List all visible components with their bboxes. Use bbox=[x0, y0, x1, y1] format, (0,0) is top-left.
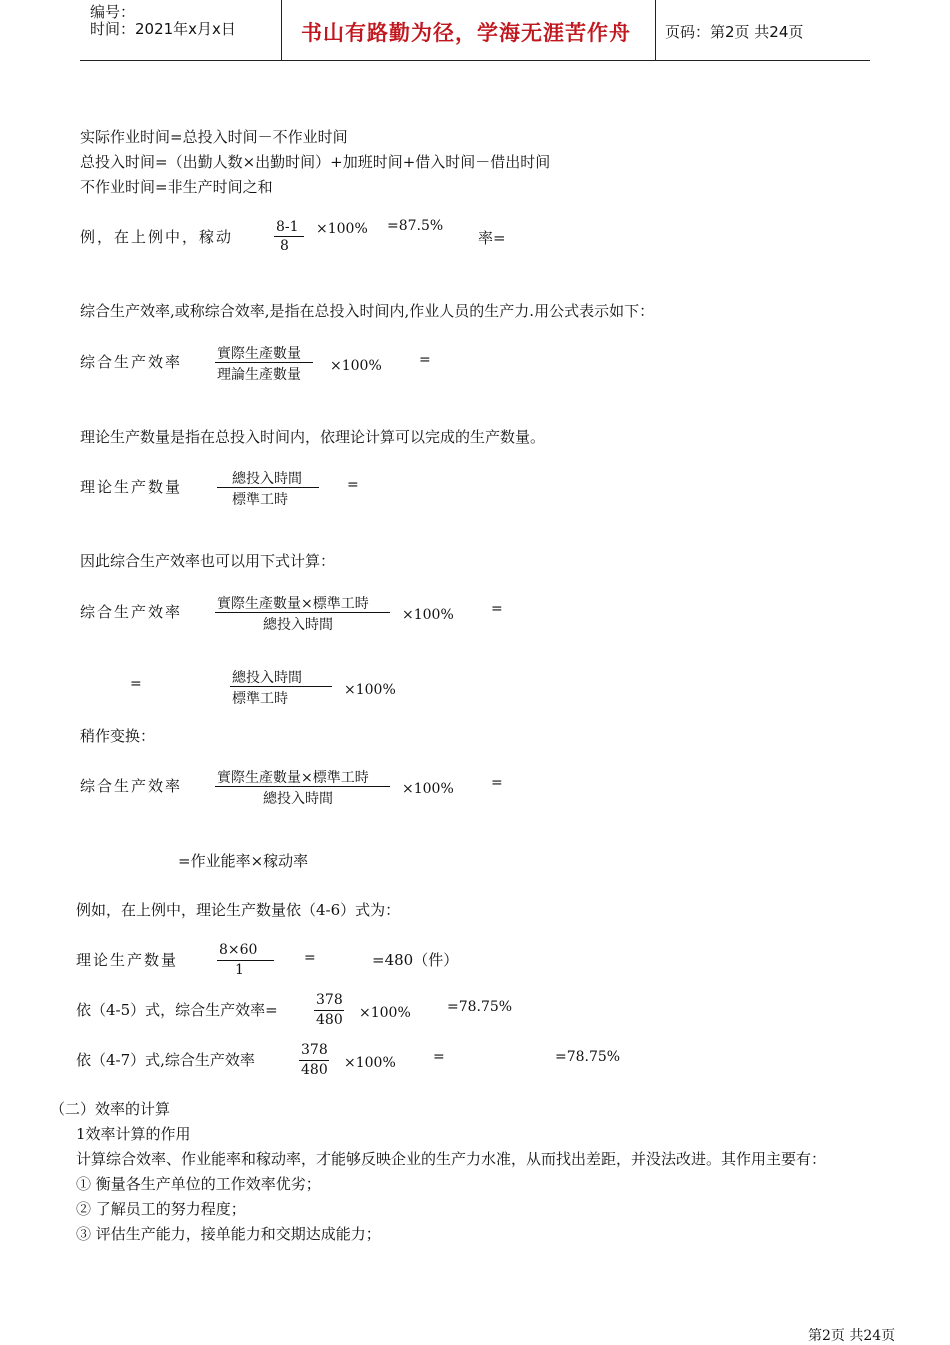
text-ex1-result: =87.5% bbox=[387, 218, 444, 234]
fraction-ex1-denominator: 8 bbox=[280, 238, 289, 254]
formula9-result: =78.75% bbox=[555, 1049, 621, 1065]
formula5-equals: = bbox=[491, 775, 503, 791]
doc-time-label: 时间：2021年x月x日 bbox=[90, 20, 236, 38]
formula5-label: 综合生产效率 bbox=[80, 777, 183, 795]
formula4-bar bbox=[230, 686, 332, 687]
doc-number-label: 编号： bbox=[90, 3, 136, 21]
list-item: ① 衡量各生产单位的工作效率优劣； bbox=[76, 1175, 321, 1193]
formula9-x100: ×100% bbox=[344, 1055, 396, 1071]
text-ex1-x100: ×100% bbox=[316, 221, 368, 237]
formula1-label: 综合生产效率 bbox=[80, 353, 183, 371]
formula9-bar bbox=[299, 1060, 329, 1061]
formula7-denominator: 1 bbox=[235, 962, 244, 978]
text-comprehensive-definition: 综合生产效率,或称综合效率,是指在总投入时间内,作业人员的生产力.用公式表示如下： bbox=[80, 302, 655, 320]
text-non-work-time: 不作业时间=非生产时间之和 bbox=[80, 178, 273, 196]
formula8-denominator: 480 bbox=[316, 1012, 343, 1028]
text-purpose-paragraph: 计算综合效率、作业能率和稼动率，才能够反映企业的生产力水准，从而找出差距，并没法改进。其作用主要有： bbox=[76, 1150, 827, 1168]
formula8-numerator: 378 bbox=[316, 992, 343, 1008]
formula5-x100: ×100% bbox=[402, 781, 454, 797]
formula3-equals: = bbox=[491, 601, 503, 617]
list-item: ② 了解员工的努力程度； bbox=[76, 1200, 246, 1218]
formula3-bar bbox=[215, 612, 390, 613]
text-therefore: 因此综合生产效率也可以用下式计算： bbox=[80, 552, 336, 570]
formula9-denominator: 480 bbox=[301, 1062, 328, 1078]
text-ex1-prefix: 例，在上例中，稼动 bbox=[80, 228, 234, 246]
formula3-denominator: 總投入時間 bbox=[263, 617, 333, 633]
formula7-equals: = bbox=[304, 950, 316, 966]
formula5-denominator: 總投入時間 bbox=[263, 791, 333, 807]
page-footer: 第2页 共24页 bbox=[808, 1328, 896, 1344]
formula1-x100: ×100% bbox=[330, 358, 382, 374]
formula8-x100: ×100% bbox=[359, 1005, 411, 1021]
formula4-equals: = bbox=[130, 676, 142, 692]
formula7-label: 理论生产数量 bbox=[76, 951, 179, 969]
formula2-numerator: 總投入時間 bbox=[232, 471, 302, 487]
text-actual-time: 实际作业时间=总投入时间－不作业时间 bbox=[80, 128, 348, 146]
list-item: ③ 评估生产能力，接单能力和交期达成能力； bbox=[76, 1225, 381, 1243]
text-ex1-rate: 率= bbox=[478, 229, 506, 247]
formula9-label: 依（4-7）式,综合生产效率 bbox=[76, 1051, 255, 1069]
text-example2: 例如，在上例中，理论生产数量依（4-6）式为： bbox=[76, 901, 401, 919]
header-motto: 书山有路勤为径，学海无涯苦作舟 bbox=[301, 20, 631, 45]
formula6-text: =作业能率×稼动率 bbox=[178, 852, 309, 870]
formula4-x100: ×100% bbox=[344, 682, 396, 698]
subsection-heading-purpose: 1效率计算的作用 bbox=[76, 1125, 191, 1143]
section-heading-efficiency-calc: （二）效率的计算 bbox=[50, 1100, 171, 1118]
fraction-ex1-bar bbox=[274, 236, 304, 237]
formula5-bar bbox=[215, 786, 390, 787]
text-total-time: 总投入时间=（出勤人数×出勤时间）+加班时间+借入时间－借出时间 bbox=[80, 153, 551, 171]
formula9-numerator: 378 bbox=[301, 1042, 328, 1058]
formula9-equals: = bbox=[433, 1049, 445, 1065]
fraction-ex1-numerator: 8-1 bbox=[276, 219, 299, 235]
formula3-numerator: 實際生產數量×標準工時 bbox=[217, 596, 369, 612]
text-transform: 稍作变换： bbox=[80, 727, 156, 745]
formula8-bar bbox=[314, 1010, 344, 1011]
formula2-denominator: 標準工時 bbox=[232, 492, 288, 508]
formula2-label: 理论生产数量 bbox=[80, 478, 183, 496]
formula7-result: =480（件） bbox=[372, 951, 459, 969]
formula3-x100: ×100% bbox=[402, 607, 454, 623]
formula8-label: 依（4-5）式，综合生产效率= bbox=[76, 1001, 278, 1019]
formula1-numerator: 實際生產數量 bbox=[217, 346, 301, 362]
text-theory-definition: 理论生产数量是指在总投入时间内，依理论计算可以完成的生产数量。 bbox=[80, 428, 546, 446]
formula2-bar bbox=[217, 487, 319, 488]
formula4-denominator: 標準工時 bbox=[232, 691, 288, 707]
formula2-equals: = bbox=[347, 477, 359, 493]
formula4-numerator: 總投入時間 bbox=[232, 670, 302, 686]
header-divider-left bbox=[281, 0, 282, 60]
formula1-denominator: 理論生產數量 bbox=[217, 367, 301, 383]
formula3-label: 综合生产效率 bbox=[80, 603, 183, 621]
formula7-bar bbox=[217, 960, 274, 961]
header-divider-right bbox=[655, 0, 656, 60]
header-page-info: 页码：第2页 共24页 bbox=[665, 23, 804, 41]
header-rule bbox=[80, 60, 870, 61]
formula1-equals: = bbox=[419, 352, 431, 368]
formula8-result: =78.75% bbox=[447, 999, 513, 1015]
formula7-numerator: 8×60 bbox=[219, 942, 258, 958]
formula5-numerator: 實際生產數量×標準工時 bbox=[217, 770, 369, 786]
formula1-bar bbox=[215, 362, 313, 363]
